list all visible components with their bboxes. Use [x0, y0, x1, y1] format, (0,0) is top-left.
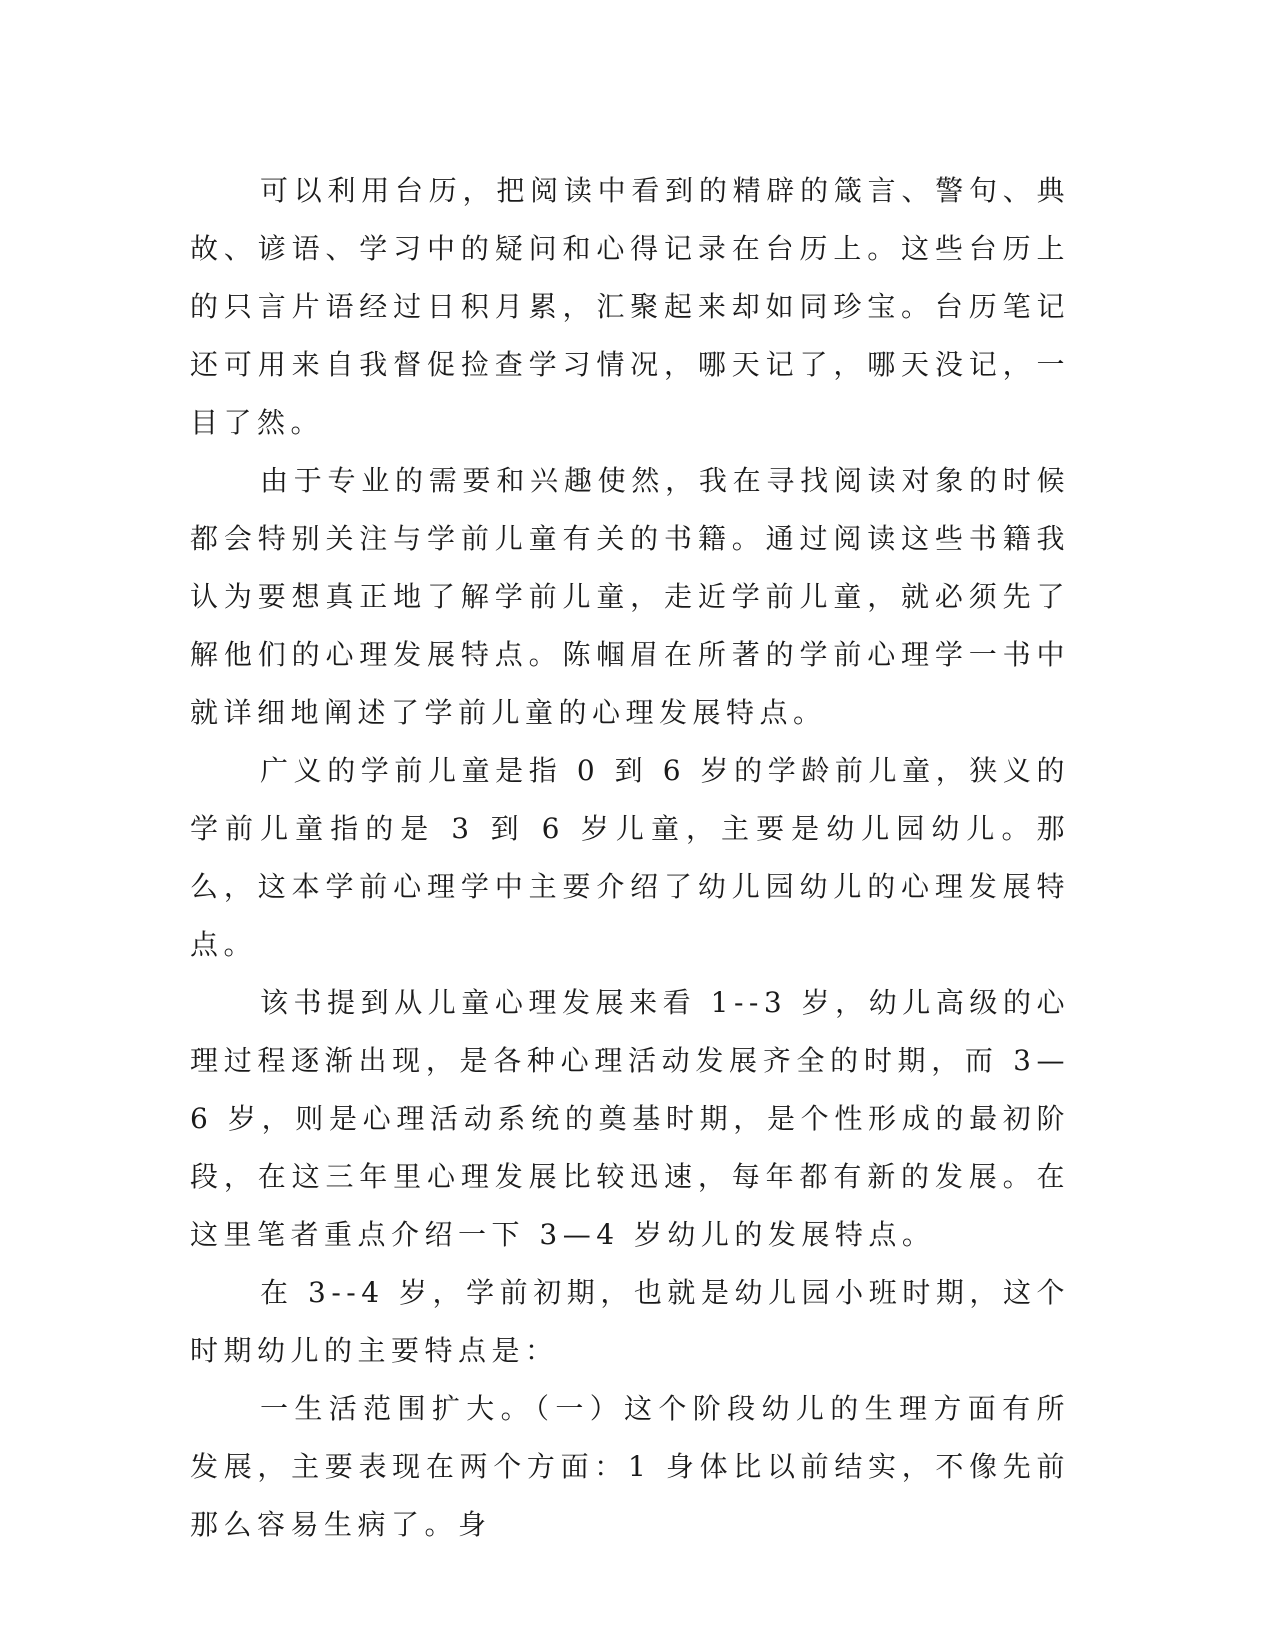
paragraph-desk-calendar-notes: 可以利用台历，把阅读中看到的精辟的箴言、警句、典故、谚语、学习中的疑问和心得记录在台历上。这些台历上的只言片语经过日积月累，汇聚起来却如同珍宝。台历笔记还可用来自我督促捡查学习情况，哪天记了，哪天没记，一目了然。 — [190, 174, 1070, 439]
paragraph-development-stages: 该书提到从儿童心理发展来看 1--3 岁，幼儿高级的心理过程逐渐出现，是各种心理活动发展齐全的时期，而 3—6 岁，则是心理活动系统的奠基时期，是个性形成的最初阶段，在这三年里心理发展比较迅速，每年都有新的发展。在这里笔者重点介绍一下 3—4 岁幼儿的发展特点。 — [190, 986, 1070, 1251]
paragraph-professional-interest: 由于专业的需要和兴趣使然，我在寻找阅读对象的时候都会特别关注与学前儿童有关的书籍。通过阅读这些书籍我认为要想真正地了解学前儿童，走近学前儿童，就必须先了解他们的心理发展特点。陈帼眉在所著的学前心理学一书中就详细地阐述了学前儿童的心理发展特点。 — [190, 464, 1070, 729]
paragraph-life-scope: 一生活范围扩大。（一）这个阶段幼儿的生理方面有所发展，主要表现在两个方面：1 身体比以前结实，不像先前那么容易生病了。身 — [190, 1392, 1070, 1541]
document-body — [190, 162, 1070, 1554]
paragraph-preschool-definition: 广义的学前儿童是指 0 到 6 岁的学龄前儿童，狭义的学前儿童指的是 3 到 6 岁儿童，主要是幼儿园幼儿。那么，这本学前心理学中主要介绍了幼儿园幼儿的心理发展特点。 — [190, 754, 1070, 961]
paragraph-early-preschool: 在 3--4 岁，学前初期，也就是幼儿园小班时期，这个时期幼儿的主要特点是： — [190, 1276, 1070, 1367]
